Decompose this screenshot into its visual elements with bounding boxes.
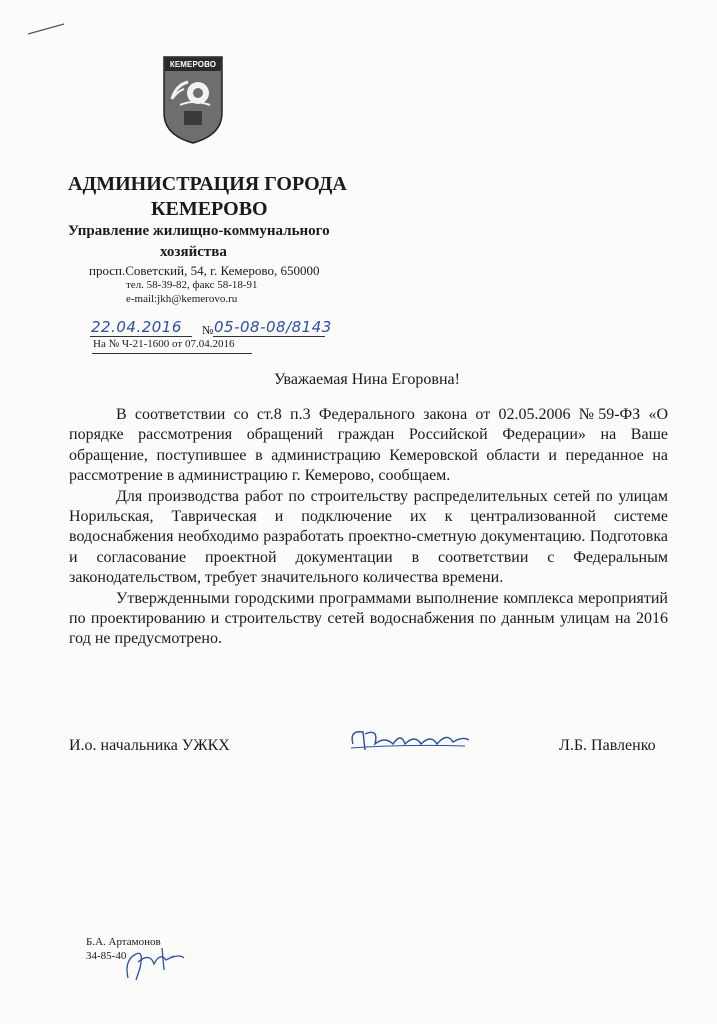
coat-of-arms-icon [162, 55, 224, 145]
executor-signature [118, 940, 188, 982]
greeting: Уважаемая Нина Егоровна! [274, 371, 460, 388]
reference-number: На № Ч-21-1600 от 07.04.2016 [93, 338, 235, 350]
signer-position: И.о. начальника УЖКХ [69, 737, 230, 754]
paragraph-2: Для производства работ по строительству распределительных сетей по улицам Норильская, Таврическая и подключение их к централизованной системе водоснабжения необходимо разработать проектно-сметную документацию. Подготовка и согласование проектной документации в соответствии с Федеральным законодательством, требует значительного количества времени. [69, 487, 668, 587]
registration-no-label: № [202, 323, 214, 337]
registration-number: 05-08-08/8143 [214, 318, 332, 336]
org-phone: тел. 58-39-82, факс 58-18-91 [126, 279, 258, 291]
signer-name: Л.Б. Павленко [559, 737, 656, 754]
paragraph-3: Утвержденными городскими программами выполнение комплекса мероприятий по проектированию и строительству сетей водоснабжения по данным улицам на 2016 год не предусмотрено. [69, 589, 668, 648]
executor-phone: 34-85-40 [86, 950, 127, 962]
org-title-line2: КЕМЕРОВО [151, 198, 268, 220]
paragraph-1: В соответствии со ст.8 п.3 Федерального закона от 02.05.2006 №59-ФЗ «О порядке рассмотрения обращений граждан Российской Федерации» на Ваше обращение, поступившее в администрацию Кемеровской области и переданное на рассмотрение в администрацию г. Кемерово, сообщаем. [69, 406, 668, 485]
number-underline [213, 336, 325, 337]
department-line1: Управление жилищно-коммунального [68, 223, 330, 239]
org-title-line1: АДМИНИСТРАЦИЯ ГОРОДА [68, 173, 347, 195]
org-email: e-mail:jkh@kemerovo.ru [126, 293, 238, 305]
letter-body [69, 405, 668, 650]
scan-mark [26, 22, 66, 36]
reference-underline [92, 353, 252, 354]
handwritten-signature [345, 722, 475, 756]
org-address: просп.Советский, 54, г. Кемерово, 650000 [89, 263, 320, 278]
department-line2: хозяйства [160, 244, 227, 260]
registration-date: 22.04.2016 [91, 318, 182, 336]
date-underline [90, 336, 192, 337]
executor-name: Б.А. Артамонов [86, 936, 161, 948]
coat-of-arms-label: КЕМЕРОВО [169, 60, 217, 69]
